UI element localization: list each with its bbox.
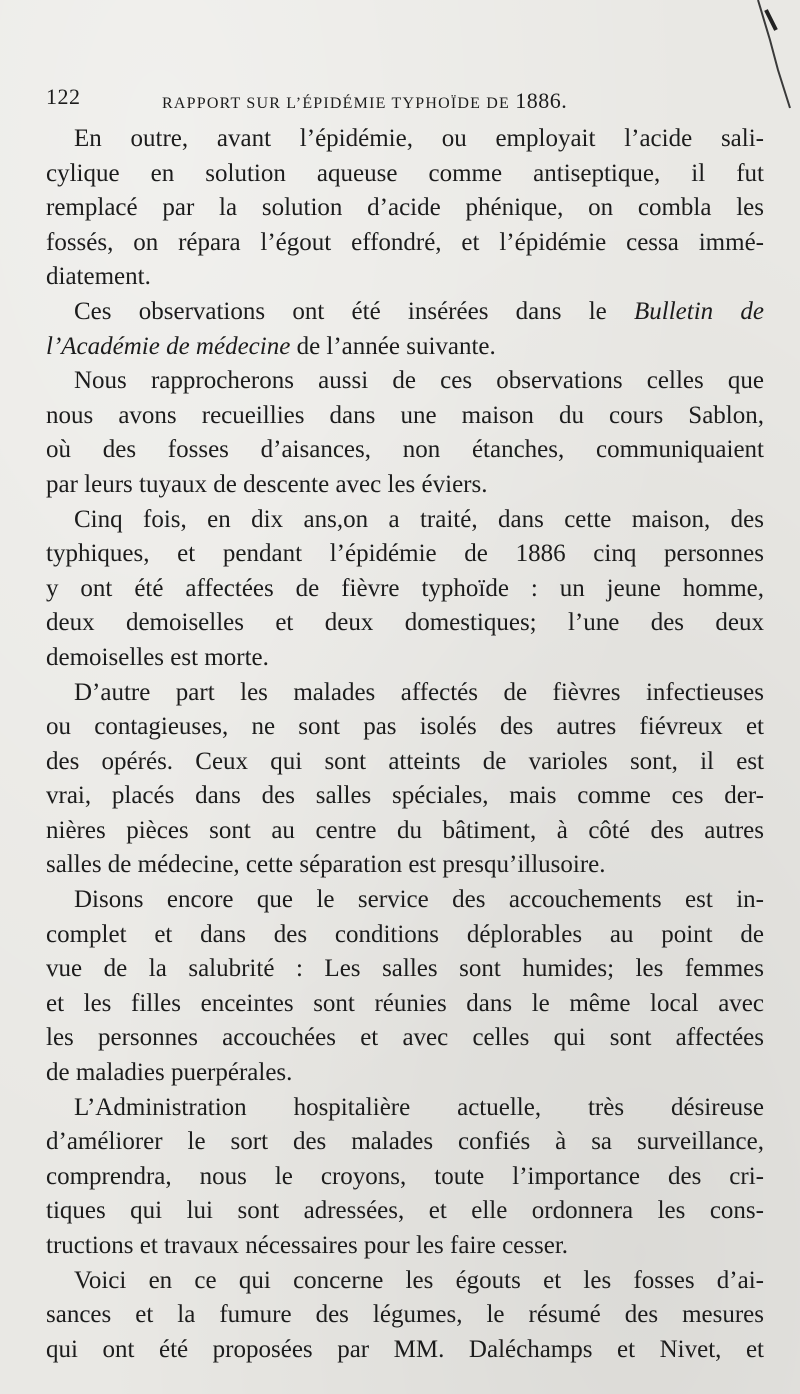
text-line: salles de médecine, cette séparation est presqu’illusoire. xyxy=(46,851,606,879)
running-title-text: RAPPORT SUR L’ÉPIDÉMIE TYPHOÏDE DE xyxy=(162,95,511,112)
journal-title: l’Académie de médecine xyxy=(46,332,291,360)
text-line: complet et dans des conditions déplorables au point de xyxy=(46,920,764,948)
text-line: ou contagieuses, ne sont pas isolés des autres fiévreux et xyxy=(46,713,764,741)
text-line: les personnes accouchées et avec celles qui sont affectées xyxy=(46,1024,764,1052)
text-line: vue de la salubrité : Les salles sont humides; les femmes xyxy=(46,955,764,983)
body-text xyxy=(46,122,764,1367)
text-line: nous avons recueillies dans une maison du cours Sablon, xyxy=(46,401,764,429)
running-title-year: 1886. xyxy=(515,88,568,113)
text-line: typhiques, et pendant l’épidémie de 1886 cinq personnes xyxy=(46,540,764,568)
text-line: En outre, avant l’épidémie, ou employait l’acide sali- xyxy=(74,125,764,152)
text-line: diatement. xyxy=(46,263,151,291)
text-line: de maladies puerpérales. xyxy=(46,1059,293,1087)
text-line: Cinq fois, en dix ans,on a traité, dans cette maison, des xyxy=(74,505,764,533)
running-head xyxy=(46,84,756,114)
text-line: et les filles enceintes sont réunies dans le même local avec xyxy=(46,989,764,1017)
text-line: y ont été affectées de fièvre typhoïde : un jeune homme, xyxy=(46,574,764,602)
text-line: l’Académie de médecine de l’année suivante. xyxy=(46,332,496,360)
text-line: demoiselles est morte. xyxy=(46,643,269,671)
text-line: nières pièces sont au centre du bâtiment, à côté des autres xyxy=(46,816,764,844)
running-title xyxy=(162,88,567,114)
text-line: d’améliorer le sort des malades confiés à sa surveillance, xyxy=(46,1128,764,1156)
text-line: L’Administration hospitalière actuelle, très désireuse xyxy=(74,1093,764,1121)
journal-title: Bulletin de xyxy=(634,297,764,325)
text-line: vrai, placés dans des salles spéciales, mais comme ces der- xyxy=(46,782,764,810)
text-line: qui ont été proposées par MM. Daléchamps et Nivet, et xyxy=(46,1335,764,1363)
text-line: tiques qui lui sont adressées, et elle ordonnera les cons- xyxy=(46,1197,764,1225)
text-line: Voici en ce qui concerne les égouts et les fosses d’ai- xyxy=(74,1266,764,1294)
text-line: Ces observations ont été insérées dans le Bulletin de xyxy=(74,297,764,325)
text-line: par leurs tuyaux de descente avec les éviers. xyxy=(46,470,488,498)
page-corner-mark xyxy=(756,0,796,110)
text-line: cylique en solution aqueuse comme antiseptique, il fut xyxy=(46,159,764,187)
text-line: sances et la fumure des légumes, le résumé des mesures xyxy=(46,1301,764,1329)
page-number: 122 xyxy=(46,84,81,109)
text-line: des opérés. Ceux qui sont atteints de varioles sont, il est xyxy=(46,747,764,775)
text-line: fossés, on répara l’égout effondré, et l’épidémie cessa immé- xyxy=(46,228,764,256)
text-line: Disons encore que le service des accouchements est in- xyxy=(74,886,764,914)
text-line: deux demoiselles et deux domestiques; l’une des deux xyxy=(46,609,764,637)
text-line: comprendra, nous le croyons, toute l’importance des cri- xyxy=(46,1162,764,1190)
text-line: D’autre part les malades affectés de fièvres infectieuses xyxy=(74,678,764,706)
text-line: Nous rapprocherons aussi de ces observations celles que xyxy=(74,367,764,395)
text-line: où des fosses d’aisances, non étanches, communiquaient xyxy=(46,436,764,464)
text-line: tructions et travaux nécessaires pour les faire cesser. xyxy=(46,1232,569,1259)
text-line: remplacé par la solution d’acide phénique, on combla les xyxy=(46,194,764,222)
